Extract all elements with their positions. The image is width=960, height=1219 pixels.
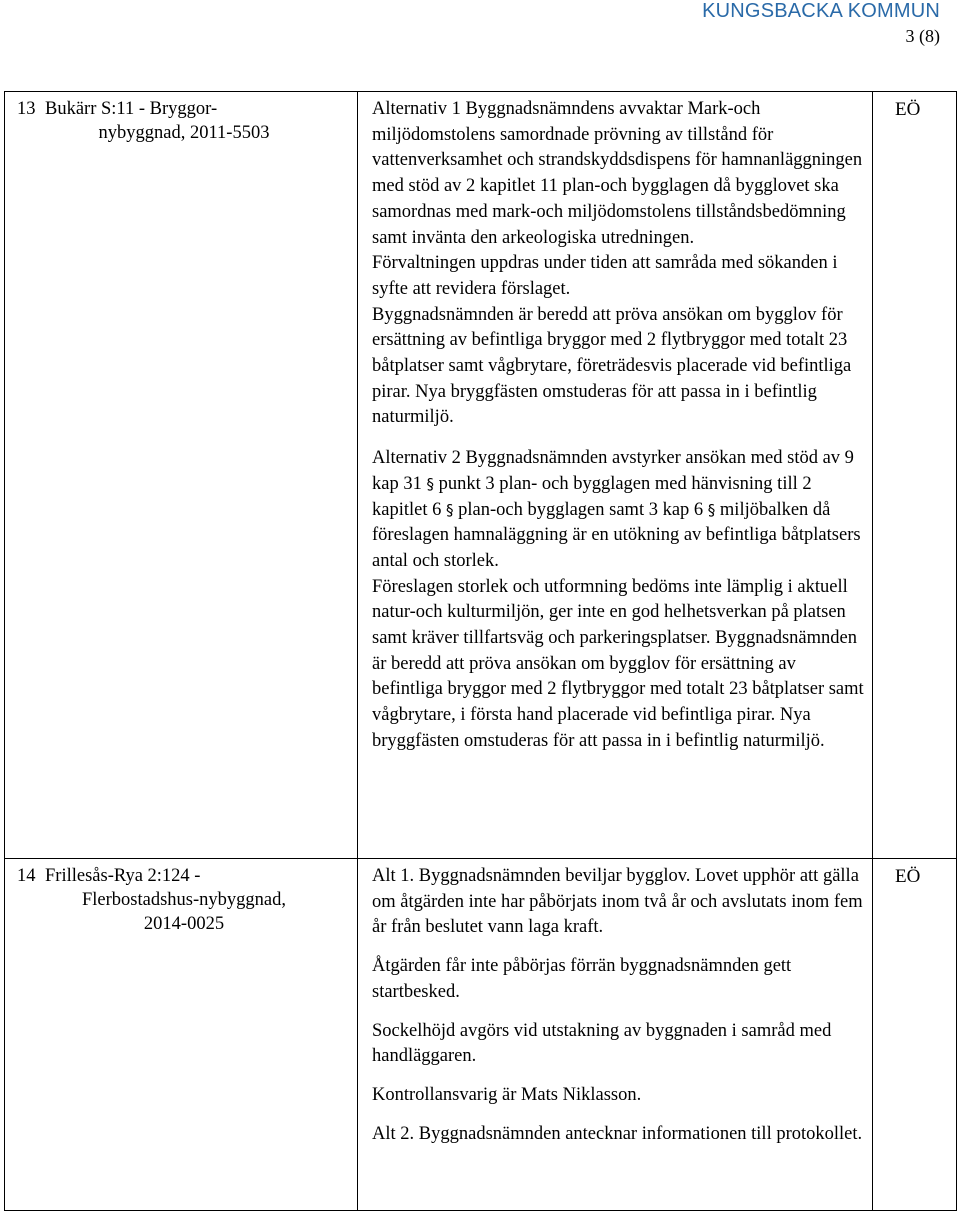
proposal-cell	[358, 92, 873, 859]
organization-name: KUNGSBACKA KOMMUN	[702, 0, 940, 22]
proposal-text: plan-och bygglagen samt 3 kap 6	[458, 499, 704, 520]
agenda-table	[4, 91, 957, 1211]
section-sign: §	[707, 500, 716, 519]
proposal-paragraph: Byggnadsnämnden är beredd att pröva ansökan om bygglov för ersättning av befintliga bryggor med 2 flytbryggor med totalt 23 båtplatser samt vågbrytare, företrädesvis placerade vid befintliga pirar. Nya bryggfästen omstuderas för att passa in i befintlig naturmiljö.	[372, 304, 852, 428]
case-title-line1: Bukärr S:11 - Bryggor-	[45, 99, 218, 119]
proposal-paragraph: Föreslagen storlek och utformning bedöms inte lämplig i aktuell natur-och kulturmiljön, ger inte en god helhetsverkan på platsen samt kräver tillfartsväg och parkeringsplatser. Byggnadsnämnden är beredd att pröva ansökan om bygglov för ersättning av befintliga bryggor med 2 flytbryggor med totalt 23 båtplatser samt vågbrytare, i första hand placerade vid befintliga pirar. Nya bryggfästen omstuderas för att passa in i befintlig naturmiljö.	[372, 576, 864, 751]
proposal-text: Alternativ 2 Byggnadsnämnden avstyrker ansökan med stöd av 9 kap 31	[372, 448, 854, 494]
case-title-line2: nybyggnad, 2011-5503	[98, 123, 270, 143]
case-cell	[5, 92, 358, 859]
case-cell	[5, 859, 358, 1211]
proposal-paragraph	[372, 446, 868, 575]
proposal-paragraph: Förvaltningen uppdras under tiden att samråda med sökanden i syfte att revidera förslaget.	[372, 253, 838, 299]
case-title-line3: 2014-0025	[143, 914, 225, 934]
proposal-paragraph: Sockelhöjd avgörs vid utstakning av byggnaden i samråd med handläggaren.	[372, 1020, 832, 1067]
proposal-paragraph: Alternativ 1 Byggnadsnämndens avvaktar Mark-och miljödomstolens samordnade prövning av tillstånd för vattenverksamhet och strandskyddsdispens för hamnanläggningen med stöd av 2 kapitlet 11 plan-och bygglagen då bygglovet ska samordnas med mark-och miljödomstolens tillståndsbedömning samt invänta den arkeologiska utredningen.	[372, 99, 863, 248]
status-cell	[873, 859, 957, 1211]
agenda-row	[5, 92, 957, 859]
status-cell	[873, 92, 957, 859]
proposal-cell	[358, 859, 873, 1211]
item-number: 14	[17, 866, 36, 886]
proposal-paragraph: Kontrollansvarig är Mats Niklasson.	[372, 1084, 642, 1105]
section-sign: §	[445, 500, 454, 519]
status-label: EÖ	[895, 99, 921, 120]
proposal-paragraph: Alt 1. Byggnadsnämnden beviljar bygglov. Lovet upphör att gälla om åtgärden inte har påbörjats inom två år och avslutats inom fem år från beslutet vann laga kraft.	[372, 866, 863, 938]
proposal-text: punkt 3 plan- och bygglagen med hänvisning till 2 kapitlet 6	[372, 473, 812, 520]
status-label: EÖ	[895, 866, 921, 887]
agenda-row	[5, 859, 957, 1211]
proposal-text: miljöbalken då föreslagen hamnaläggning är en utökning av befintliga båtplatsers antal och storlek.	[372, 499, 861, 571]
proposal-paragraph: Alt 2. Byggnadsnämnden antecknar informationen till protokollet.	[372, 1123, 863, 1144]
case-title-line2: Flerbostadshus-nybyggnad,	[82, 890, 286, 910]
section-sign: §	[426, 474, 434, 493]
proposal-paragraph: Åtgärden får inte påbörjas förrän byggnadsnämnden gett startbesked.	[372, 956, 792, 1002]
case-title-line1: Frillesås-Rya 2:124 -	[45, 866, 201, 886]
item-number: 13	[17, 99, 36, 119]
page-number: 3 (8)	[905, 26, 940, 46]
